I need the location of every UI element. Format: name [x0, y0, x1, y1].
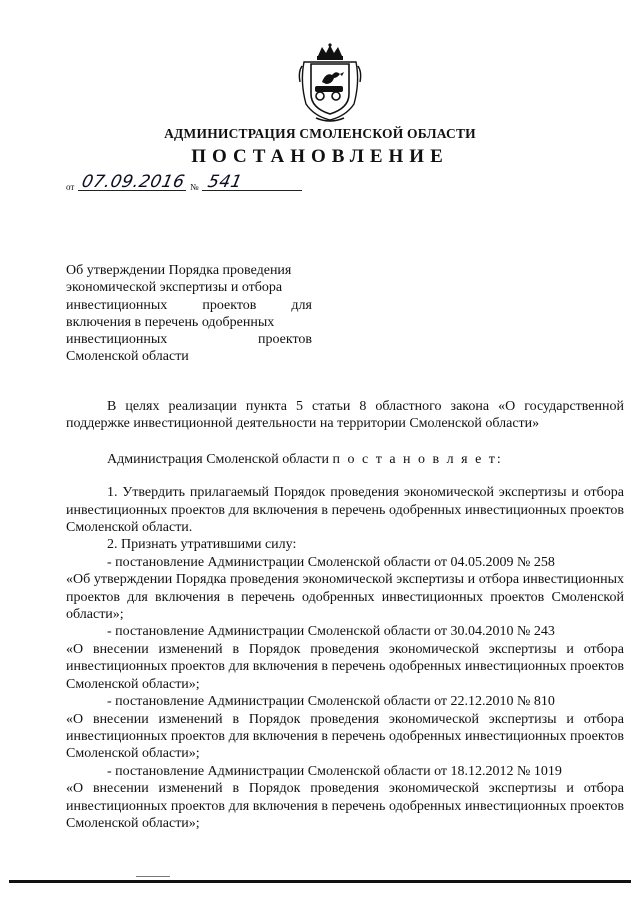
title-word: для [291, 297, 312, 313]
repealed-item-tail: «О внесении изменений в Порядок проведения экономической экспертизы и отбора инвестиционных проектов для включения в перечень одобренных инвестиционных проектов Смоленской области»; [66, 781, 624, 831]
resolution-title [66, 262, 312, 366]
organization-name: АДМИНИСТРАЦИЯ СМОЛЕНСКОЙ ОБЛАСТИ [164, 126, 476, 141]
document-type: ПОСТАНОВЛЕНИЕ [191, 146, 449, 167]
title-word: инвестиционных [66, 332, 168, 348]
title-line [66, 297, 312, 314]
preamble-paragraph: В целях реализации пункта 5 статьи 8 областного закона «О государственной поддержке инвестиционной деятельности на территории Смоленской области» [66, 399, 624, 432]
repealed-item-tail: «Об утверждении Порядка проведения экономической экспертизы и отбора инвестиционных проектов для включения в перечень одобренных инвестиционных проектов Смоленской области»; [66, 572, 624, 623]
administration-prefix: Администрация Смоленской области [107, 451, 333, 467]
item-1-paragraph: 1. Утвердить прилагаемый Порядок проведения экономической экспертизы и отбора инвестиционных проектов для включения в перечень одобренных инвестиционных проектов Смоленской области. [66, 485, 624, 536]
date-number-line [66, 173, 326, 195]
title-line: включения в перечень одобренных [66, 314, 275, 330]
item-2-paragraph: 2. Признать утратившими силу: [107, 537, 297, 553]
repealed-item-head: - постановление Администрации Смоленской области от 04.05.2009 № 258 [107, 554, 555, 570]
title-line: Смоленской области [66, 349, 189, 365]
handwritten-date: 07.09.2016 [79, 172, 187, 192]
repealed-item-head: - постановление Администрации Смоленской области от 30.04.2010 № 243 [107, 624, 555, 640]
title-line: экономической экспертизы и отбора [66, 280, 283, 296]
administration-resolves [66, 451, 624, 468]
title-word: проектов [202, 297, 257, 313]
repealed-item-tail: «О внесении изменений в Порядок проведения экономической экспертизы и отбора инвестиционных проектов для включения в перечень одобренных инвестиционных проектов Смоленской области»; [66, 641, 624, 692]
resolves-word: п о с т а н о в л я е т: [332, 451, 503, 467]
footer-mark [136, 876, 170, 877]
coat-of-arms-emblem [296, 42, 364, 124]
repealed-item-tail: «О внесении изменений в Порядок проведения экономической экспертизы и отбора инвестиционных проектов для включения в перечень одобренных инвестиционных проектов Смоленской области»; [66, 711, 624, 762]
footer-rule [9, 880, 631, 883]
date-from-label: от [66, 182, 75, 192]
title-word: проектов [257, 332, 312, 348]
repealed-item-head: - постановление Администрации Смоленской области от 18.12.2012 № 1019 [107, 763, 562, 779]
title-word: инвестиционных [66, 297, 168, 313]
handwritten-number: 541 [205, 172, 245, 192]
title-line: Об утверждении Порядка проведения [66, 263, 292, 278]
repealed-item-head: - постановление Администрации Смоленской области от 22.12.2010 № 810 [107, 694, 555, 710]
number-label: № [190, 182, 199, 192]
document-body [66, 398, 624, 832]
title-line [66, 331, 312, 348]
